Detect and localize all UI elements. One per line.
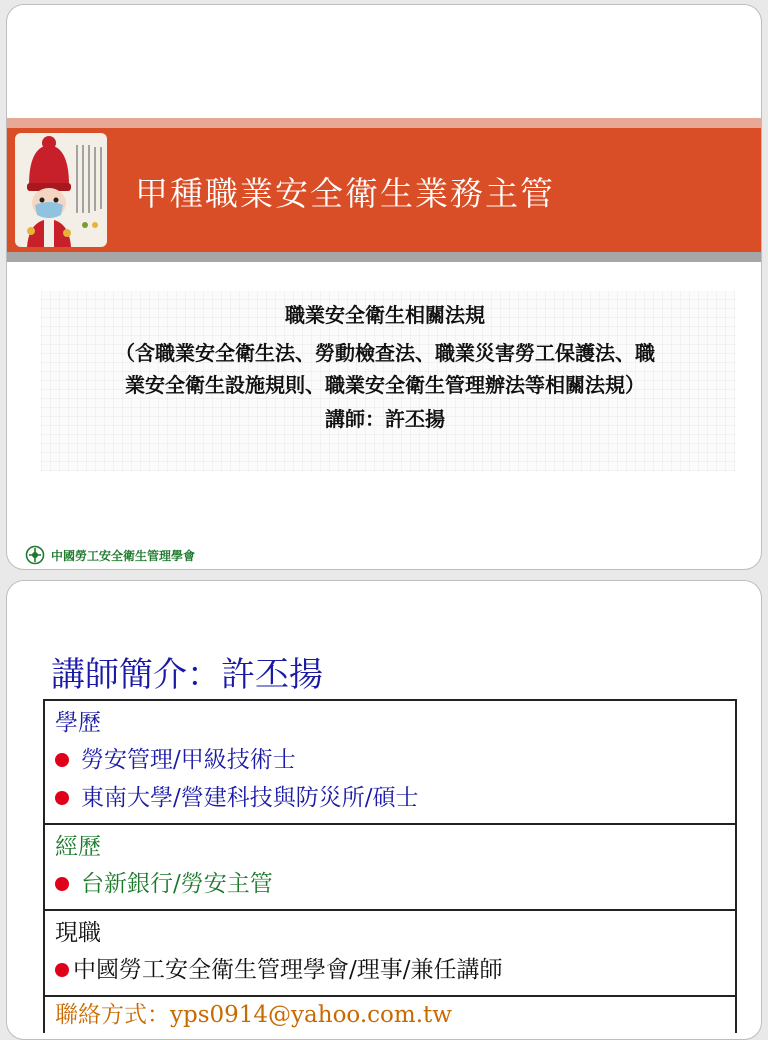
bullet-icon xyxy=(55,791,69,805)
list-item xyxy=(55,779,725,817)
experience-section xyxy=(45,825,735,911)
bullet-icon xyxy=(55,963,69,977)
footer-logo xyxy=(25,545,195,565)
bullet-icon xyxy=(55,753,69,767)
education-item-1: 勞安管理/甲級技術士 xyxy=(81,747,296,773)
list-item xyxy=(55,741,725,779)
association-logo-icon xyxy=(25,545,45,565)
list-item xyxy=(55,951,725,989)
education-item-2: 東南大學/營建科技與防災所/碩士 xyxy=(81,785,419,811)
list-item xyxy=(55,865,725,903)
slide-2 xyxy=(6,580,762,1040)
education-section xyxy=(45,701,735,825)
instructor-line: 講師：許丕揚 xyxy=(325,407,445,431)
course-topic: 職業安全衛生相關法規 xyxy=(285,303,485,327)
profile-table xyxy=(43,699,737,1033)
instructor-profile-title: 講師簡介：許丕揚 xyxy=(51,655,323,695)
mascot-illustration xyxy=(15,133,107,247)
education-heading: 學歷 xyxy=(55,710,101,736)
title-band-bottom-stripe xyxy=(7,252,761,262)
bullet-icon xyxy=(55,877,69,891)
experience-item-1: 台新銀行/勞安主管 xyxy=(81,871,273,897)
title-band-top-stripe xyxy=(7,118,761,128)
course-scope-line-2: 業安全衛生設施規則、職業安全衛生管理辦法等相關法規） xyxy=(125,373,645,397)
footer-org-name: 中國勞工安全衛生管理學會 xyxy=(51,548,196,563)
current-position-item-1: 中國勞工安全衛生管理學會/理事/兼任講師 xyxy=(73,957,503,983)
presentation-title: 甲種職業安全衛生業務主管 xyxy=(135,174,555,213)
contact-info: 聯絡方式：yps0914@yahoo.com.tw xyxy=(55,1002,452,1028)
experience-heading: 經歷 xyxy=(55,834,101,860)
slide-1 xyxy=(6,4,762,570)
current-position-section xyxy=(45,911,735,997)
course-scope-line-1: （含職業安全衛生法、勞動檢查法、職業災害勞工保護法、職 xyxy=(115,341,655,365)
current-position-heading: 現職 xyxy=(55,920,101,946)
